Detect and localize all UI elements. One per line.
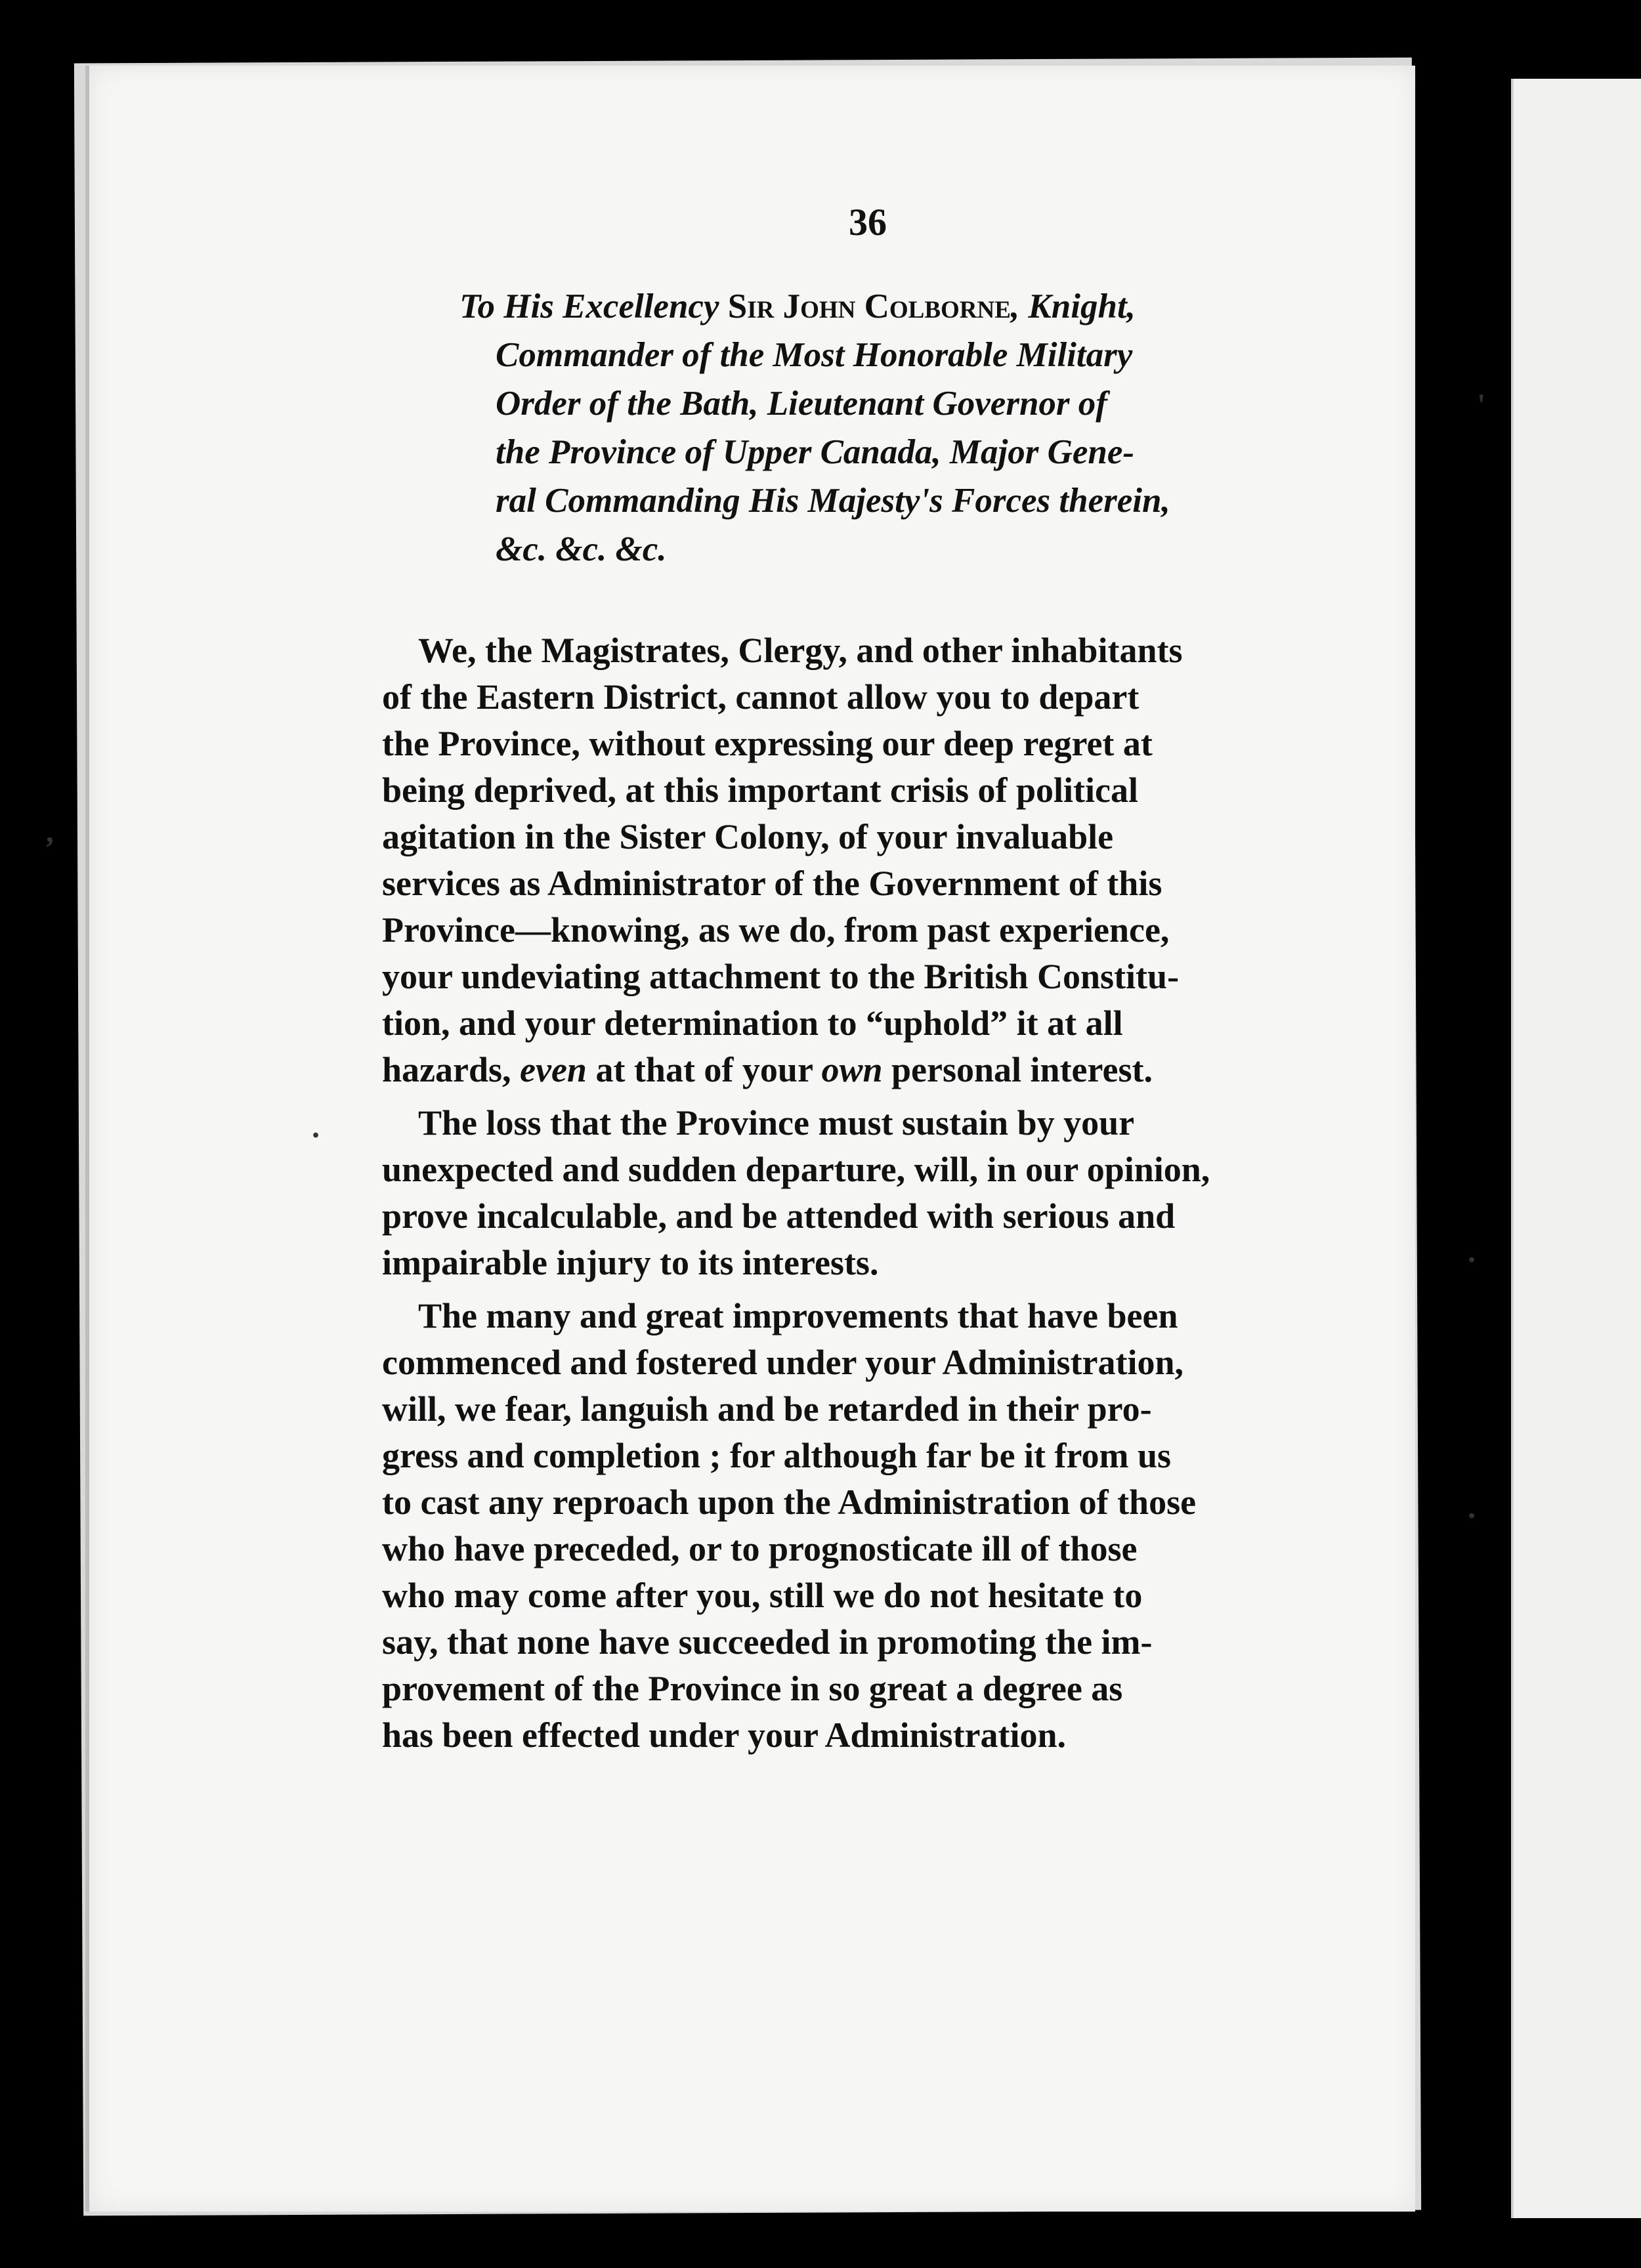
text-line: agitation in the Sister Colony, of your invaluable bbox=[382, 817, 1114, 856]
text-line: The loss that the Province must sustain by your bbox=[418, 1103, 1135, 1143]
text-line: say, that none have succeeded in promoting the im- bbox=[382, 1622, 1153, 1662]
ink-speck: . bbox=[1468, 1234, 1476, 1269]
paragraph-2 bbox=[382, 1100, 1324, 1286]
paragraph-3 bbox=[382, 1293, 1324, 1759]
address-heading bbox=[459, 282, 1339, 574]
text-line: your undeviating attachment to the British Constitu- bbox=[382, 957, 1180, 996]
text-line: to cast any reproach upon the Administration of those bbox=[382, 1482, 1197, 1522]
address-line: the Province of Upper Canada, Major Gene- bbox=[496, 433, 1135, 471]
ink-speck: , bbox=[46, 814, 54, 849]
text-line: gress and completion ; for although far be it from us bbox=[382, 1436, 1172, 1475]
address-line: Commander of the Most Honorable Military bbox=[496, 336, 1133, 374]
text-line: prove incalculable, and be attended with serious and bbox=[382, 1196, 1176, 1236]
recipient-name: Sir John Colborne bbox=[727, 287, 1011, 326]
text-line: The many and great improvements that have been bbox=[418, 1296, 1178, 1335]
address-line: &c. &c. &c. bbox=[496, 530, 667, 568]
text-line: services as Administrator of the Government of this bbox=[382, 864, 1162, 903]
paragraph-1 bbox=[382, 627, 1324, 1093]
adjacent-page-edge bbox=[1511, 79, 1641, 2218]
letter-body bbox=[382, 627, 1324, 1765]
text-line: the Province, without expressing our deep regret at bbox=[382, 724, 1153, 763]
ink-speck: . bbox=[312, 1110, 320, 1144]
text-line: impairable injury to its interests. bbox=[382, 1243, 879, 1282]
text-line: hazards, even at that of your own personal interest. bbox=[382, 1050, 1153, 1089]
text-line: being deprived, at this important crisis of political bbox=[382, 770, 1138, 810]
text-line: unexpected and sudden departure, will, in our opinion, bbox=[382, 1150, 1210, 1189]
text-line: will, we fear, languish and be retarded in their pro- bbox=[382, 1389, 1152, 1429]
text-line: of the Eastern District, cannot allow you to depart bbox=[382, 677, 1140, 717]
text-line: Province—knowing, as we do, from past experience, bbox=[382, 910, 1170, 950]
text-line: We, the Magistrates, Clergy, and other inhabitants bbox=[418, 631, 1183, 670]
page-number: 36 bbox=[849, 201, 887, 243]
address-line: Order of the Bath, Lieutenant Governor of bbox=[496, 385, 1107, 423]
address-line: ral Commanding His Majesty's Forces therein, bbox=[496, 482, 1170, 520]
text-line: provement of the Province in so great a degree as bbox=[382, 1669, 1123, 1708]
text-line: who have preceded, or to prognosticate ill of those bbox=[382, 1529, 1138, 1568]
ink-speck: . bbox=[1468, 1490, 1476, 1525]
text-line: commenced and fostered under your Administration, bbox=[382, 1343, 1184, 1382]
text-line: tion, and your determination to “uphold” it at all bbox=[382, 1003, 1123, 1043]
text-line: who may come after you, still we do not hesitate to bbox=[382, 1576, 1143, 1615]
ink-speck: ' bbox=[1477, 388, 1486, 423]
text-line: has been effected under your Administration. bbox=[382, 1715, 1067, 1755]
address-line: To His Excellency Sir John Colborne, Knight, bbox=[459, 287, 1136, 326]
